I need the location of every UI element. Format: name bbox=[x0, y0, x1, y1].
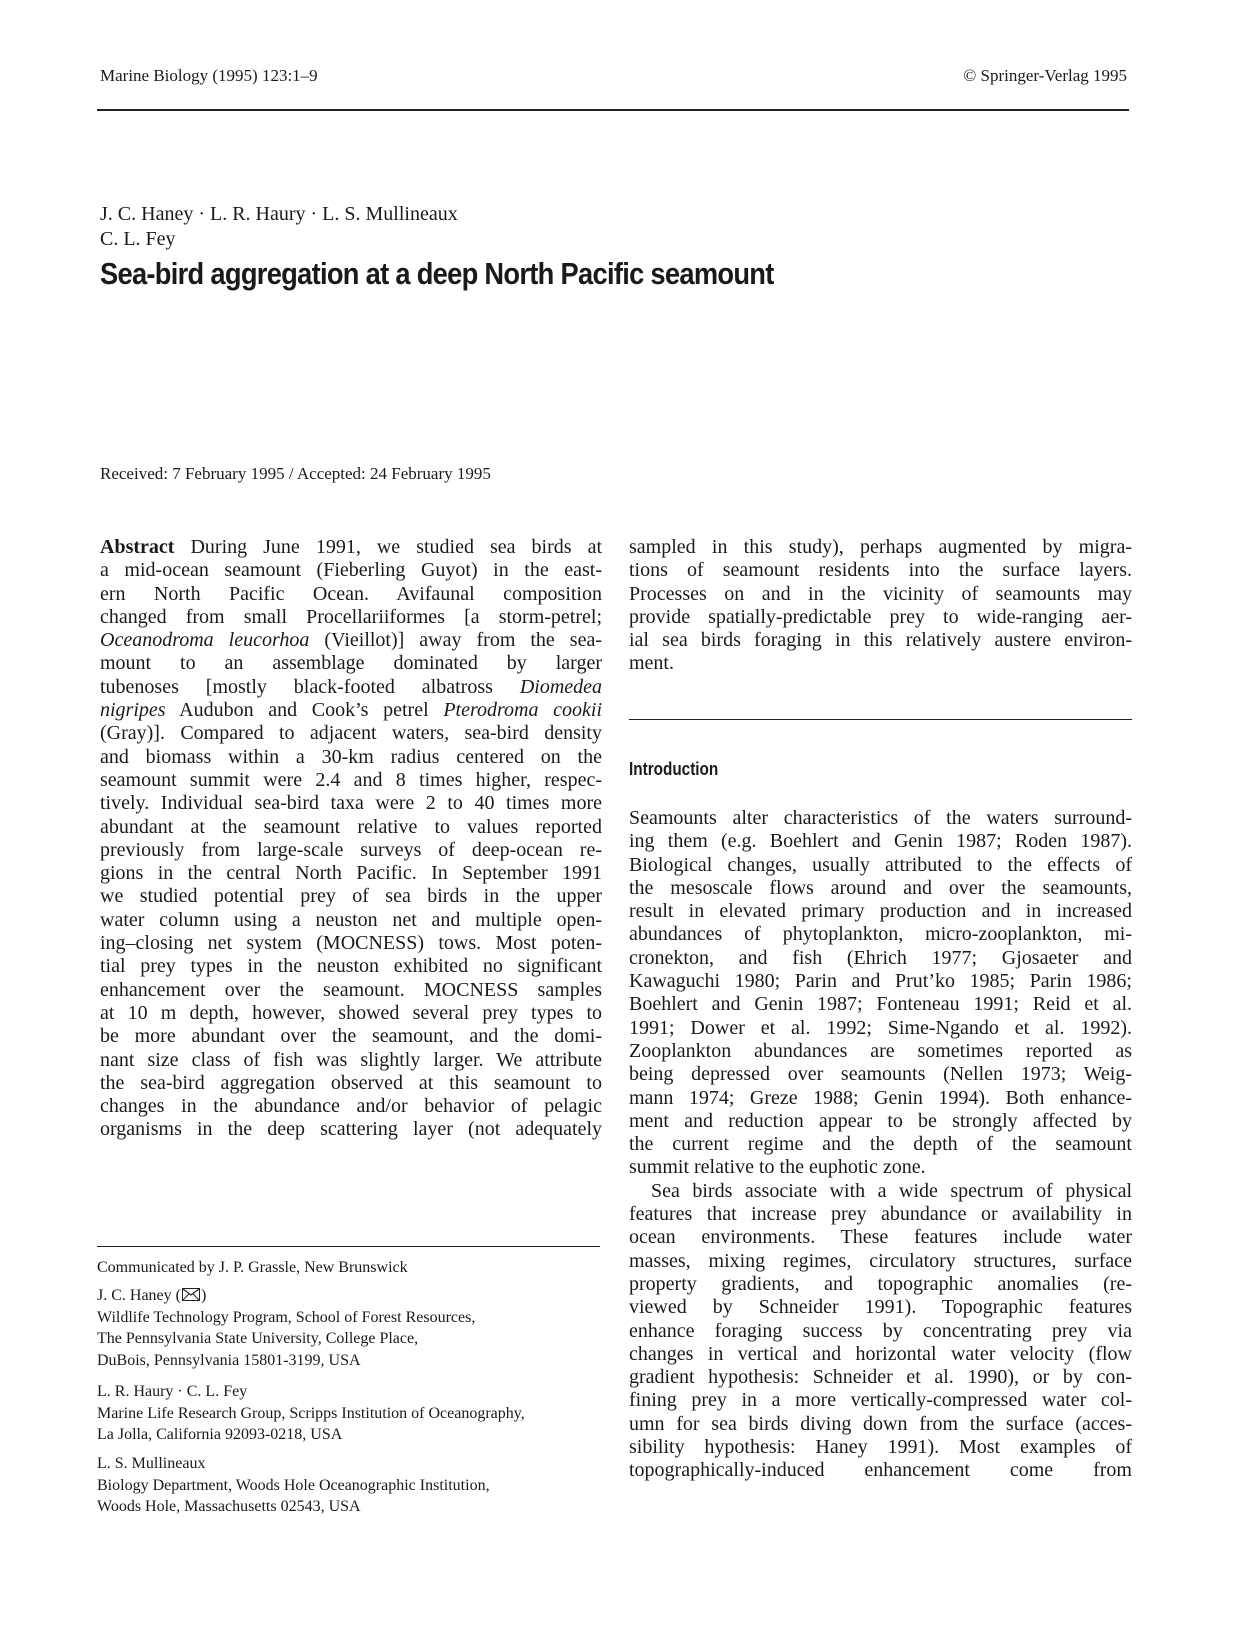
body-line: the current regime and the depth of the seamount bbox=[629, 1133, 1132, 1156]
introduction-body bbox=[629, 807, 1132, 1483]
body-line: Boehlert and Genin 1987; Fonteneau 1991; Reid et al. bbox=[629, 993, 1132, 1016]
abstract-line: changed from small Procellariiformes [a storm-petrel; bbox=[100, 605, 602, 628]
abstract-line: previously from large-scale surveys of deep-ocean re- bbox=[100, 838, 602, 861]
body-line: ment and reduction appear to be strongly affected by bbox=[629, 1109, 1132, 1132]
body-line: the mesoscale flows around and over the seamounts, bbox=[629, 876, 1132, 899]
footnote-rule bbox=[97, 1246, 600, 1247]
abstract-line: Processes on and in the vicinity of seamounts may bbox=[629, 582, 1132, 605]
body-line: topographically-induced enhancement come from bbox=[629, 1459, 1132, 1482]
body-line: enhance foraging success by concentrating prey via bbox=[629, 1319, 1132, 1342]
affiliation-haury-fey: L. R. Haury · C. L. Fey Marine Life Research Group, Scripps Institution of Oceanography, La Jolla, California 92093-0218, USA bbox=[97, 1383, 525, 1443]
intro-paragraph-1 bbox=[629, 807, 1132, 1180]
affiliation-mullineaux: L. S. Mullineaux Biology Department, Woods Hole Oceanographic Institution, Woods Hole, Massachusetts 02543, USA bbox=[97, 1455, 490, 1515]
abstract-line: tions of seamount residents into the surface layers. bbox=[629, 559, 1132, 582]
abstract-line: at 10 m depth, however, showed several prey types to bbox=[100, 1001, 602, 1024]
body-line: property gradients, and topographic anomalies (re- bbox=[629, 1272, 1132, 1295]
author-list bbox=[100, 202, 458, 252]
abstract-line: be more abundant over the seamount, and the domi- bbox=[100, 1025, 602, 1048]
body-line: Zooplankton abundances are sometimes reported as bbox=[629, 1039, 1132, 1062]
species-name: Oceanodroma leucorhoa bbox=[100, 629, 310, 652]
abstract-line: provide spatially-predictable prey to wide-ranging aer- bbox=[629, 605, 1132, 628]
author-name: L. R. Haury · C. L. Fey bbox=[97, 1383, 248, 1400]
abstract-line: ial sea birds foraging in this relatively austere environ- bbox=[629, 629, 1132, 652]
abstract-line: water column using a neuston net and multiple open- bbox=[100, 908, 602, 931]
body-line: ing them (e.g. Boehlert and Genin 1987; Roden 1987). bbox=[629, 830, 1132, 853]
abstract-line: sampled in this study), perhaps augmented by migra- bbox=[629, 536, 1132, 558]
abstract-line: (Gray)]. Compared to adjacent waters, sea-bird density bbox=[100, 722, 602, 745]
abstract-line: nigripes Audubon and Cook’s petrel Pterodroma cookii bbox=[100, 699, 603, 722]
abstract-line: enhancement over the seamount. MOCNESS samples bbox=[100, 978, 602, 1001]
body-line: features that increase prey abundance or availability in bbox=[629, 1203, 1132, 1226]
abstract-left-column bbox=[100, 536, 602, 1142]
body-line: Kawaguchi 1980; Parin and Prut’ko 1985; Parin 1986; bbox=[629, 970, 1132, 993]
abstract-line: changes in the abundance and/or behavior of pelagic bbox=[100, 1095, 602, 1118]
body-line: cronekton, and fish (Ehrich 1977; Gjosaeter and bbox=[629, 946, 1132, 969]
communicated-by: Communicated by J. P. Grassle, New Brunswick bbox=[97, 1259, 408, 1276]
species-name: Diomedea bbox=[519, 675, 603, 698]
abstract-line: a mid-ocean seamount (Fieberling Guyot) in the east- bbox=[100, 559, 602, 582]
affiliation-haney: J. C. Haney ( ) Wildlife Technology Program, School of Forest Resources, The Pennsylvania State University, College Place, DuBois, Pennsylvania 15801-3199, USA bbox=[97, 1287, 476, 1369]
abstract-line: Abstract During June 1991, we studied sea birds at bbox=[100, 536, 603, 558]
abstract-line: ern North Pacific Ocean. Avifaunal composition bbox=[100, 582, 602, 605]
abstract-line: and biomass within a 30-km radius centered on the bbox=[100, 745, 602, 768]
abstract-line: abundant at the seamount relative to values reported bbox=[100, 815, 602, 838]
abstract-line: tial prey types in the neuston exhibited no significant bbox=[100, 955, 602, 978]
body-line: changes in vertical and horizontal water velocity (flow bbox=[629, 1342, 1132, 1365]
abstract-line: nant size class of fish was slightly larger. We attribute bbox=[100, 1048, 602, 1071]
body-line: umn for sea birds diving down from the surface (acces- bbox=[629, 1412, 1132, 1435]
body-line: being depressed over seamounts (Nellen 1973; Weig- bbox=[629, 1063, 1132, 1086]
envelope-icon bbox=[182, 1288, 200, 1301]
abstract-line: tively. Individual sea-bird taxa were 2 to 40 times more bbox=[100, 792, 602, 815]
author-line-2: C. L. Fey bbox=[100, 228, 176, 250]
abstract-line: ing–closing net system (MOCNESS) tows. Most poten- bbox=[100, 932, 602, 955]
author-name: L. S. Mullineaux bbox=[97, 1455, 206, 1472]
abstract-line: ment. bbox=[629, 652, 674, 675]
author-line-1: J. C. Haney · L. R. Haury · L. S. Mullineaux bbox=[100, 203, 458, 225]
abstract-line: mount to an assemblage dominated by larger bbox=[100, 652, 602, 675]
body-line: summit relative to the euphotic zone. bbox=[629, 1156, 926, 1179]
header-rule bbox=[97, 109, 1129, 111]
body-line: ocean environments. These features include water bbox=[629, 1226, 1132, 1249]
body-line: Sea birds associate with a wide spectrum of physical bbox=[651, 1179, 1132, 1202]
section-rule bbox=[629, 719, 1132, 720]
abstract-line: gions in the central North Pacific. In September 1991 bbox=[100, 862, 602, 885]
intro-paragraph-2 bbox=[629, 1180, 1132, 1483]
body-line: viewed by Schneider 1991). Topographic features bbox=[629, 1296, 1132, 1319]
body-line: gradient hypothesis: Schneider et al. 1990), or by con- bbox=[629, 1366, 1132, 1389]
body-line: sibility hypothesis: Haney 1991). Most examples of bbox=[629, 1436, 1132, 1459]
author-name: J. C. Haney ( bbox=[97, 1287, 181, 1304]
abstract-right-column bbox=[629, 536, 1132, 676]
abstract-label: Abstract bbox=[100, 536, 175, 558]
species-name: nigripes bbox=[100, 699, 166, 722]
section-heading-introduction: Introduction bbox=[629, 759, 719, 779]
species-name: Pterodroma cookii bbox=[443, 699, 603, 722]
body-line: abundances of phytoplankton, micro-zooplankton, mi- bbox=[629, 923, 1132, 946]
body-line: 1991; Dower et al. 1992; Sime-Ngando et al. 1992). bbox=[629, 1016, 1132, 1039]
body-line: result in elevated primary production and in increased bbox=[629, 900, 1132, 923]
body-line: Seamounts alter characteristics of the waters surround- bbox=[629, 807, 1132, 829]
abstract-line: Oceanodroma leucorhoa (Vieillot)] away from the sea- bbox=[100, 629, 602, 652]
abstract-line: the sea-bird aggregation observed at this seamount to bbox=[100, 1071, 602, 1094]
abstract-line: we studied potential prey of sea birds in the upper bbox=[100, 885, 602, 908]
copyright-notice: © Springer-Verlag 1995 bbox=[963, 66, 1127, 85]
paper-title: Sea-bird aggregation at a deep North Pacific seamount bbox=[100, 256, 774, 291]
body-line: mann 1974; Greze 1988; Genin 1994). Both enhance- bbox=[629, 1086, 1132, 1109]
abstract-line: seamount summit were 2.4 and 8 times higher, respec- bbox=[100, 768, 602, 791]
journal-citation: Marine Biology (1995) 123:1–9 bbox=[100, 66, 318, 85]
body-line: fining prey in a more vertically-compressed water col- bbox=[629, 1389, 1132, 1412]
body-line: Biological changes, usually attributed to the effects of bbox=[629, 853, 1132, 876]
received-dates: Received: 7 February 1995 / Accepted: 24 February 1995 bbox=[100, 464, 491, 483]
abstract-line: tubenoses [mostly black-footed albatross Diomedea bbox=[100, 675, 603, 698]
abstract-line: organisms in the deep scattering layer (not adequately bbox=[100, 1118, 602, 1141]
body-line: masses, mixing regimes, circulatory structures, surface bbox=[629, 1249, 1132, 1272]
